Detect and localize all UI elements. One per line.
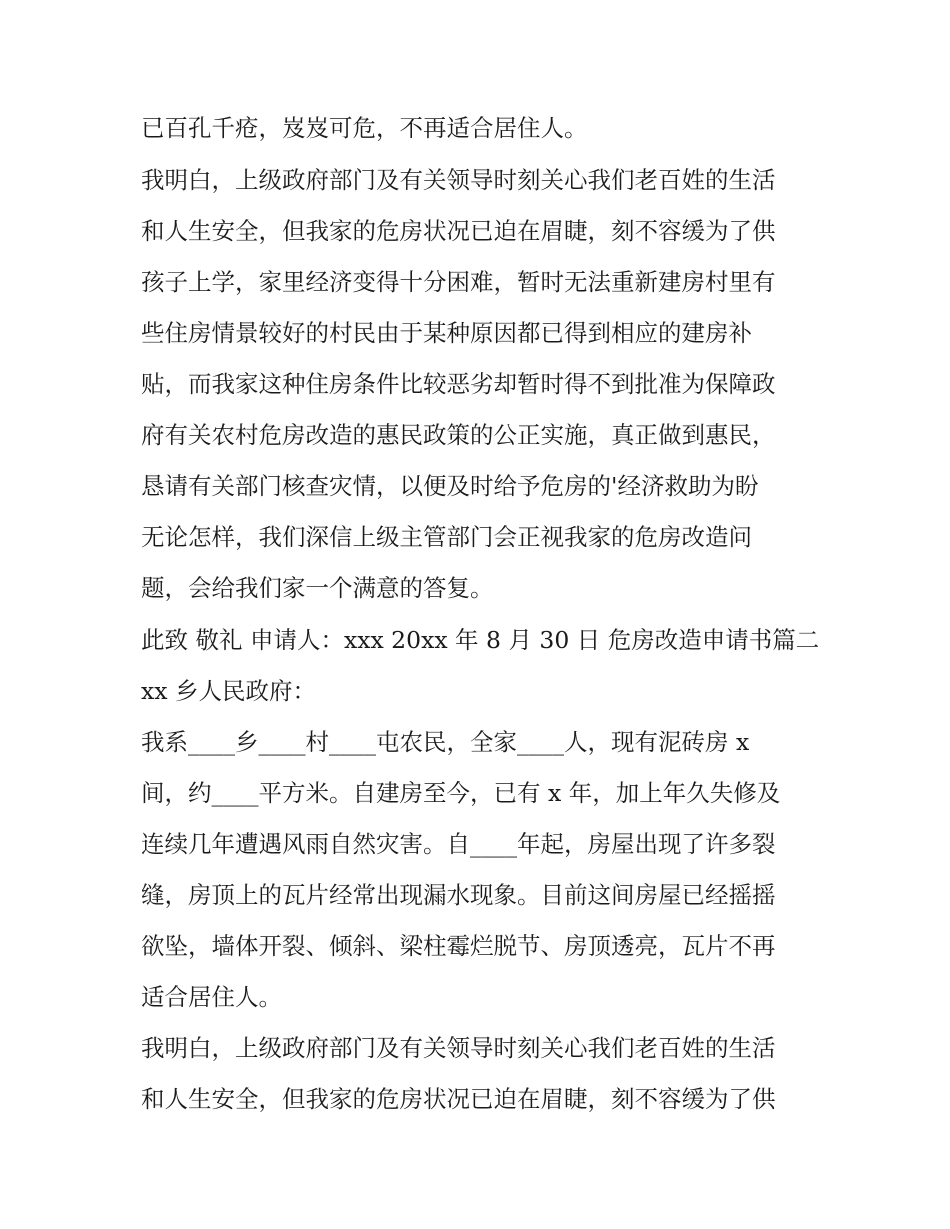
text-line: 缝，房顶上的瓦片经常出现漏水现象。目前这间房屋已经摇摇 bbox=[141, 881, 776, 909]
text-line: 适合居住人。 bbox=[141, 983, 282, 1011]
text-line: 我系____乡____村____屯农民，全家____人，现有泥砖房 x bbox=[141, 728, 750, 756]
text-line: 府有关农村危房改造的惠民政策的公正实施，真正做到惠民， bbox=[141, 421, 776, 449]
text-line: 我明白，上级政府部门及有关领导时刻关心我们老百姓的生活 bbox=[141, 1034, 776, 1062]
text-line: 已百孔千疮，岌岌可危，不再适合居住人。 bbox=[141, 114, 588, 142]
text-line: xx 乡人民政府： bbox=[141, 677, 316, 705]
text-line: 间，约____平方米。自建房至今，已有 x 年，加上年久失修及 bbox=[141, 779, 781, 807]
text-line: 无论怎样，我们深信上级主管部门会正视我家的危房改造问 bbox=[141, 523, 752, 551]
text-line: 和人生安全，但我家的危房状况已迫在眉睫，刻不容缓为了供 bbox=[141, 217, 776, 245]
text-line: 贴，而我家这种住房条件比较恶劣却暂时得不到批准为保障政 bbox=[141, 370, 776, 398]
text-line: 欲坠，墙体开裂、倾斜、梁柱霉烂脱节、房顶透亮，瓦片不再 bbox=[141, 932, 776, 960]
text-line: 些住房情景较好的村民由于某种原因都已得到相应的建房补 bbox=[141, 319, 752, 347]
text-line: 我明白，上级政府部门及有关领导时刻关心我们老百姓的生活 bbox=[141, 166, 776, 194]
text-line: 连续几年遭遇风雨自然灾害。自____年起，房屋出现了许多裂 bbox=[141, 830, 776, 858]
text-line: 和人生安全，但我家的危房状况已迫在眉睫，刻不容缓为了供 bbox=[141, 1085, 776, 1113]
text-line: 孩子上学，家里经济变得十分困难，暂时无法重新建房村里有 bbox=[141, 268, 776, 296]
text-line: 此致 敬礼 申请人：xxx 20xx 年 8 月 30 日 危房改造申请书篇二 bbox=[141, 626, 820, 654]
text-line: 恳请有关部门核查灾情，以便及时给予危房的'经济救助为盼 bbox=[141, 472, 759, 500]
text-line: 题，会给我们家一个满意的答复。 bbox=[141, 574, 494, 602]
